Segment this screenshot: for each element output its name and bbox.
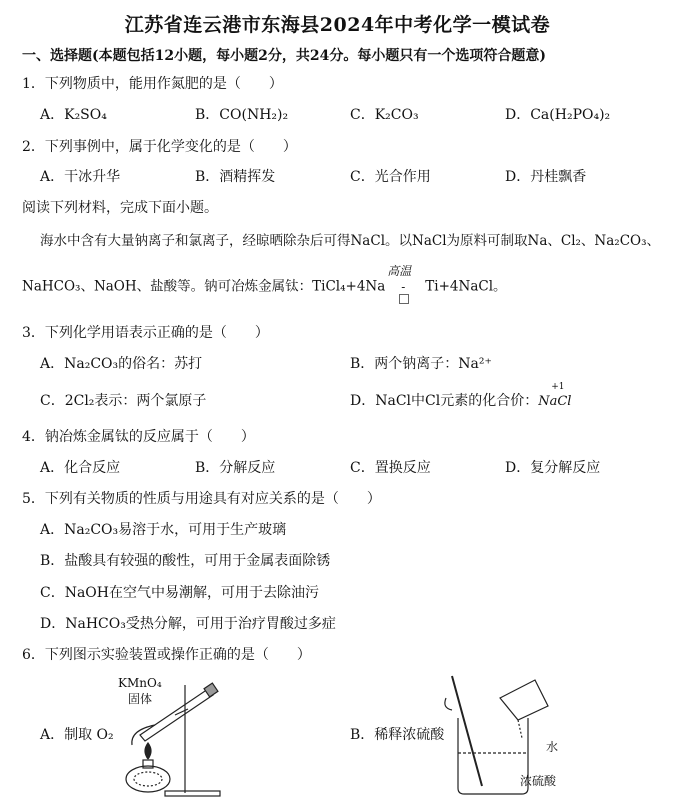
stand-base [165,791,220,796]
q2-option-a: A．干冰升华 [40,169,121,185]
flame [145,743,151,759]
question-2-stem: 2．下列事例中，属于化学变化的是（ ） [22,139,297,155]
reading-line-2-post: Ti+4NaCl。 [425,278,507,295]
question-6-stem: 6．下列图示实验装置或操作正确的是（ ） [22,647,311,663]
q1-option-b: B．CO(NH₂)₂ [195,107,289,123]
q3-option-a: A．Na₂CO₃的俗名：苏打 [40,356,203,372]
q4-option-a: A．化合反应 [40,460,121,476]
q4-option-b: B．分解反应 [195,460,276,476]
reaction-placeholder-box [399,294,409,304]
q3-option-c: C．2Cl₂表示：两个氯原子 [40,393,207,409]
q5-option-d: D．NaHCO₃受热分解，可用于治疗胃酸过多症 [40,616,336,632]
fig-b-label-water: 水 [546,740,559,754]
question-1-stem: 1．下列物质中，能用作氮肥的是（ ） [22,76,283,92]
q4-option-d: D．复分解反应 [505,460,601,476]
stopper [204,683,218,697]
reading-line-2-pre: NaHCO₃、NaOH、盐酸等。钠可冶炼金属钛：TiCl₄+4Na [22,278,386,295]
water-cup [500,680,548,720]
q3-option-d [350,382,572,410]
fig-a-label-kmno4: KMnO₄ [118,676,162,690]
q1-option-a: A．K₂SO₄ [40,107,107,123]
reading-line-2 [22,264,507,302]
q1-option-c: C．K₂CO₃ [350,107,419,123]
section-heading: 一、选择题(本题包括12小题，每小题2分，共24分。每小题只有一个选项符合题意) [22,48,546,64]
q1-option-d: D．Ca(H₂PO₄)₂ [505,107,611,123]
q5-option-c: C．NaOH在空气中易潮解，可用于去除油污 [40,585,319,601]
q5-option-b: B．盐酸具有较强的酸性，可用于金属表面除锈 [40,553,331,569]
glass-rod [452,676,482,786]
q6-option-b: B．稀释浓硫酸 [350,727,445,743]
q5-option-a: A．Na₂CO₃易溶于水，可用于生产玻璃 [40,522,287,538]
page-title: 江苏省连云港市东海县2024年中考化学一模试卷 [124,14,551,36]
reaction-arrow-mark: - [401,280,406,294]
fig-b-label-acid: 浓硫酸 [520,774,557,788]
question-3-stem: 3．下列化学用语表示正确的是（ ） [22,325,269,341]
q2-option-c: C．光合作用 [350,169,431,185]
valence-mark: +1 [551,382,565,392]
q4-option-c: C．置换反应 [350,460,431,476]
beaker [458,718,528,794]
q3-option-d-text: D．NaCl中Cl元素的化合价： [350,393,539,409]
lamp-neck [143,760,153,768]
water-stream [518,720,522,738]
q6-option-a: A．制取 O₂ [40,727,114,743]
question-4-stem: 4．钠冶炼金属钛的反应属于（ ） [22,429,255,445]
question-5-stem: 5．下列有关物质的性质与用途具有对应关系的是（ ） [22,491,381,507]
alcohol-lamp [126,766,170,792]
stir-arrow [445,698,452,710]
delivery-tube [132,725,155,745]
q2-option-b: B．酒精挥发 [195,169,276,185]
reaction-condition-text: 高温 [387,264,412,278]
q2-option-d: D．丹桂飘香 [505,169,587,185]
valence-formula-text: NaCl [538,394,572,409]
reading-intro: 阅读下列材料，完成下面小题。 [22,200,218,216]
fig-a-apparatus [110,675,230,797]
test-tube [140,689,213,741]
reading-line-1: 海水中含有大量钠离子和氯离子，经晾晒除杂后可得NaCl。以NaCl为原料可制取Na、Cl₂、Na₂CO₃、 [40,233,661,249]
valence-formula [538,382,572,409]
fig-a-label-solid: 固体 [128,692,153,706]
reaction-condition [385,264,425,302]
q3-option-b: B．两个钠离子：Na²⁺ [350,356,492,372]
